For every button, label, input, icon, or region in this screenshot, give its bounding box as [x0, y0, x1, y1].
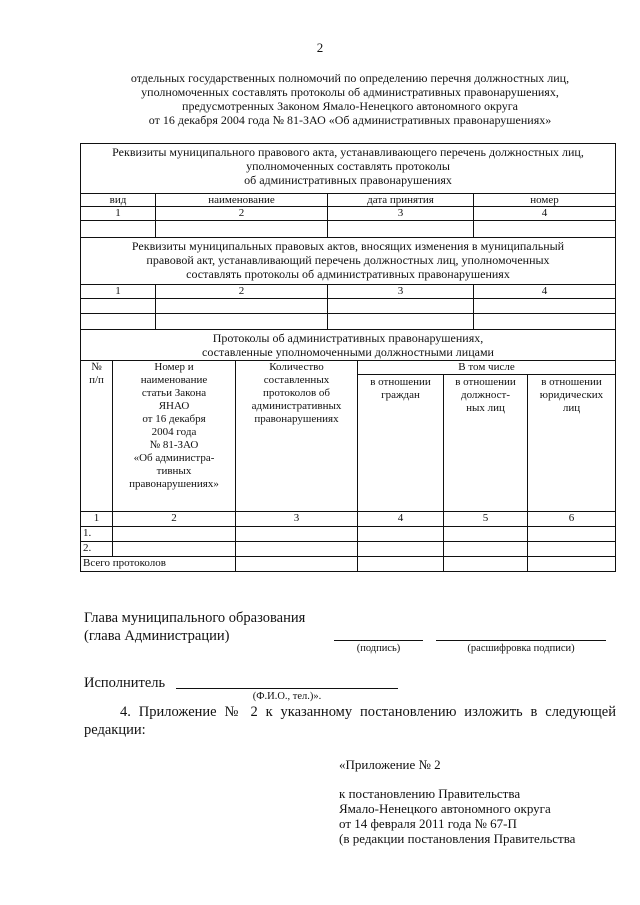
s3-col-number: 2 [171, 512, 177, 524]
section2-line: составлять протоколы об административных правонарушениях [186, 267, 510, 281]
head-line: Глава муниципального образования [84, 610, 306, 626]
table-line [80, 220, 616, 221]
s3-col-number: 1 [93, 512, 100, 524]
col-header-line: ЯНАО [158, 400, 190, 412]
section3-line: Протоколы об административных правонарушениях, [212, 331, 484, 345]
executor-caption: (Ф.И.О., тел.)». [252, 691, 322, 702]
table-line [80, 313, 616, 314]
s1-header-date: дата принятия [367, 194, 434, 206]
s1-col-number: 3 [397, 207, 404, 219]
col-header-line: в отношении [455, 376, 516, 388]
table-row-label: 2. [83, 542, 92, 554]
appendix-block [339, 786, 575, 846]
s3-col-number: 4 [397, 512, 404, 524]
paragraph-line: редакции: [84, 722, 146, 738]
executor-label: Исполнитель [84, 675, 166, 691]
section2-title [81, 239, 615, 281]
section3-line: составленные уполномоченными должностными лицами [202, 345, 494, 359]
col-header-line: в отношении [541, 376, 602, 388]
col-header-line: № [91, 361, 102, 373]
col-header-line: правонарушениях [254, 413, 339, 425]
col-header-citizens [358, 376, 443, 402]
col-header-line: № 81-ЗАО [149, 439, 199, 451]
intro-line: отдельных государственных полномочий по определению перечня должностных лиц, [130, 71, 570, 85]
col-header-line: юридических [539, 389, 604, 401]
appendix-title: «Приложение № 2 [339, 757, 441, 772]
s2-col-number: 1 [115, 285, 121, 297]
s3-col-number: 6 [568, 512, 575, 524]
table-border-right [615, 143, 616, 572]
section1-line: Реквизиты муниципального правового акта, устанавливающего перечень должностных лиц, [112, 145, 584, 159]
col-header-line: п/п [89, 374, 104, 386]
signature-caption: (подпись) [356, 643, 401, 654]
col-header-line: правонарушениях» [129, 478, 219, 490]
col-header-line: протоколов об [262, 387, 331, 399]
intro-line: уполномоченных составлять протоколы об административных правонарушениях, [141, 85, 559, 99]
table-line [80, 571, 616, 572]
s1-col-number: 4 [541, 207, 548, 219]
table-line [80, 541, 616, 542]
appendix-line: от 14 февраля 2011 года № 67-П [339, 816, 517, 831]
table-line [80, 237, 616, 238]
s1-header-name: наименование [208, 194, 275, 206]
col-header-line: административных [251, 400, 342, 412]
table-line [80, 526, 616, 527]
col-header-line: 2004 года [151, 426, 197, 438]
table-line [80, 329, 616, 330]
s2-col-number: 4 [541, 285, 548, 297]
s2-col-number: 2 [238, 285, 245, 297]
s3-col-number: 3 [293, 512, 300, 524]
col-header-line: лиц [562, 402, 581, 414]
col-header-officials [444, 376, 527, 415]
section2-line: правовой акт, устанавливающий перечень должностных лиц, уполномоченных [146, 253, 550, 267]
executor-line[interactable] [176, 688, 398, 689]
section1-line: об административных правонарушениях [244, 173, 452, 187]
col-header-line: составленных [263, 374, 330, 386]
paragraph-line: 4. Приложение № 2 к указанному постановлению изложить в следующей [120, 704, 616, 720]
table-row-label: 1. [83, 527, 92, 539]
col-header-count [236, 361, 357, 426]
col-header-line: тивных [156, 465, 192, 477]
col-header-article [113, 361, 235, 491]
section3-title [81, 331, 615, 359]
total-row-label: Всего протоколов [83, 557, 166, 569]
intro-line: предусмотренных Законом Ямало-Ненецкого автономного округа [182, 99, 518, 113]
col-header-line: «Об администра- [133, 452, 215, 464]
table-line [357, 374, 616, 375]
section2-line: Реквизиты муниципальных правовых актов, вносящих изменения в муниципальный [131, 239, 565, 253]
paragraph-4 [84, 703, 616, 739]
col-header-line: Количество [269, 361, 324, 373]
table-line [80, 143, 616, 144]
section1-line: уполномоченных составлять протоколы [246, 159, 450, 173]
appendix-line: Ямало-Ненецкого автономного округа [339, 801, 551, 816]
head-title [84, 609, 305, 645]
col-header-line: Номер и [154, 361, 194, 373]
col-header-legal [528, 376, 615, 415]
col-header-no [81, 361, 112, 387]
col-header-line: от 16 декабря [142, 413, 206, 425]
s3-col-number: 5 [482, 512, 489, 524]
intro-line: от 16 декабря 2004 года № 81-ЗАО «Об административных правонарушениях» [148, 113, 552, 127]
signature-line[interactable] [334, 640, 423, 641]
col-header-line: статьи Закона [141, 387, 207, 399]
col-header-line: в отношении [370, 376, 431, 388]
table-line [80, 298, 616, 299]
s1-col-number: 1 [115, 207, 121, 219]
page-number: 2 [316, 40, 324, 55]
decode-caption: (расшифровка подписи) [467, 643, 575, 654]
col-header-line: ных лиц [466, 402, 505, 414]
s2-col-number: 3 [397, 285, 404, 297]
s1-header-type: вид [109, 194, 127, 206]
col-header-line: граждан [381, 389, 420, 401]
s1-col-number: 2 [238, 207, 245, 219]
section1-title [81, 145, 615, 187]
decode-signature-line[interactable] [436, 640, 606, 641]
s1-header-number: номер [530, 194, 559, 206]
appendix-line: (в редакции постановления Правительства [339, 831, 576, 846]
col-header-including: В том числе [458, 361, 515, 373]
col-header-line: должност- [460, 389, 511, 401]
col-header-line: наименование [140, 374, 208, 386]
appendix-line: к постановлению Правительства [339, 786, 521, 801]
head-line: (глава Администрации) [84, 628, 230, 644]
